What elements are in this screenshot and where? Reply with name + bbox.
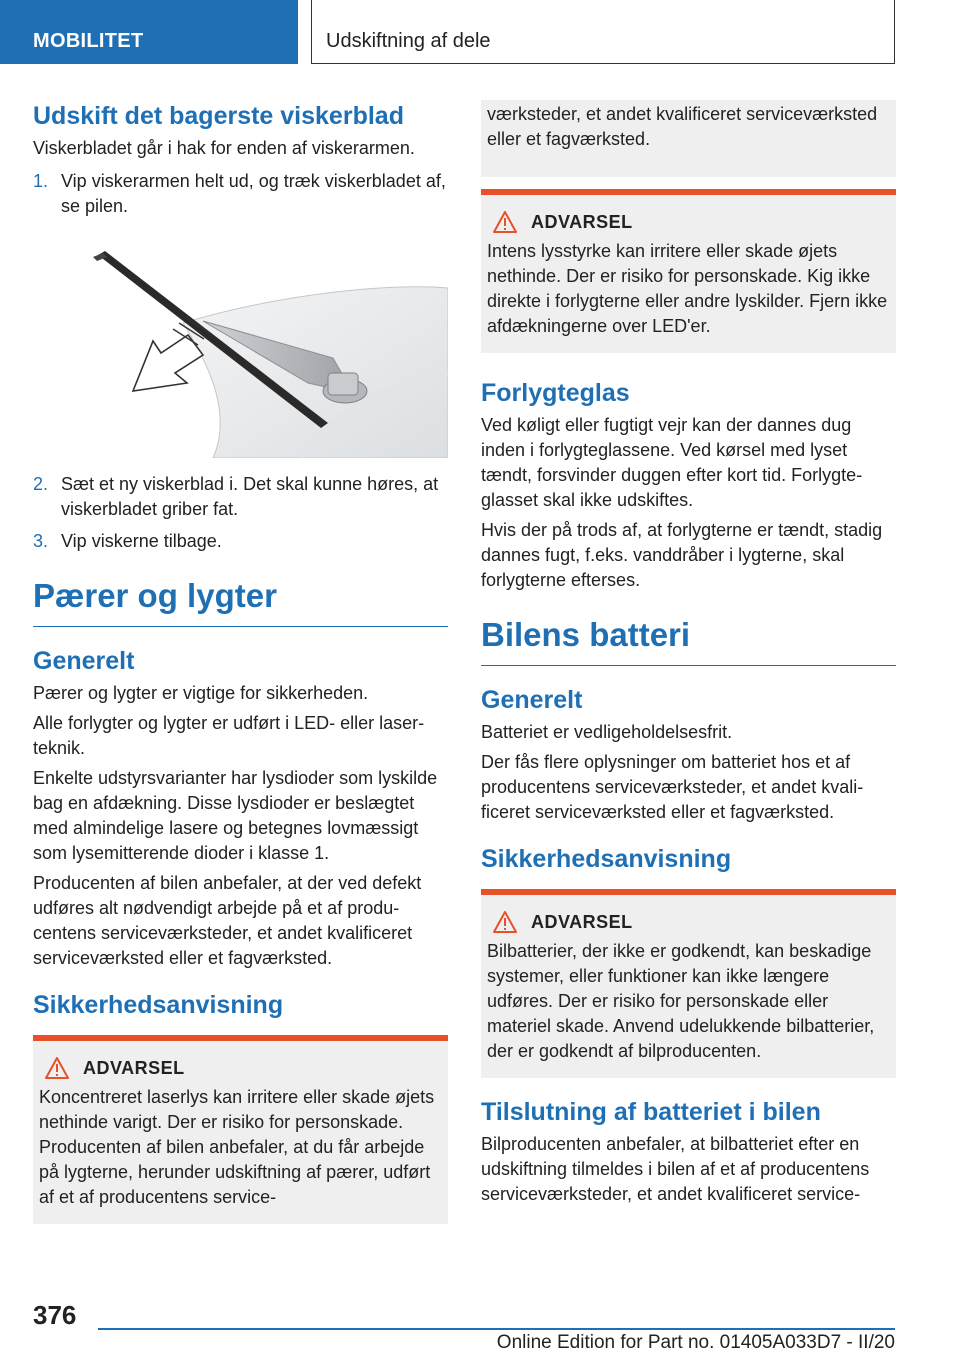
warning-text: Intens lysstyrke kan irritere eller skade øjets nethinde. Der er risiko for personskade. Kig ikke direkte i forlygterne eller andre lyskilder. Fjern ikke afdækningerne over LED'er.	[487, 241, 888, 336]
continued-box	[481, 100, 896, 177]
list-item	[33, 169, 448, 219]
wiper-illustration-svg	[33, 233, 448, 458]
warning-text: Bilbatterier, der ikke er godkendt, kan beskadige systemer, eller funktioner kan ikke længere udføres. Der er risiko for personskade eller materiel skade. Anvend udelukkende bilbatterier, der er godkendt af bilproducenten.	[487, 941, 875, 1061]
footer-rule	[98, 1328, 895, 1330]
paragraph: Der fås flere oplysninger om batteriet hos et af producentens serviceværksteder, et andet kvalificeret serviceværksted eller et fagværksted.	[481, 752, 864, 822]
heading-car-battery: Bilens batteri	[481, 615, 896, 666]
paragraph-wiper-intro: Viskerbladet går i hak for enden af viskerarmen.	[33, 138, 415, 158]
warning-text: Koncentreret laserlys kan irritere eller skade øjets nethinde varigt. Der er risiko for personskade. Producenten af bilen anbefaler, at du får arbejde på lygterne, herunder udskiftning af pærer, udført af et af producentens service-	[39, 1087, 435, 1207]
warning-box	[481, 189, 896, 353]
warning-label: ADVARSEL	[531, 211, 633, 232]
header-chapter-label: Udskiftning af dele	[326, 30, 491, 52]
heading-rear-wiper: Udskift det bagerste viskerblad	[33, 102, 404, 130]
heading-safety: Sikkerhedsanvisning	[33, 991, 284, 1019]
list-item	[33, 472, 448, 522]
page-number: 376	[33, 1300, 77, 1330]
heading-general: Generelt	[481, 686, 583, 714]
paragraph: Enkelte udstyrsvarianter har lysdioder som lyskilde bag en afdækning. Disse lysdioder er beslægtet med almindelige lasere og betegnes lovmæssigt som lysemitterende dioder i klasse 1.	[33, 768, 438, 863]
header-section-tab	[0, 0, 298, 64]
paragraph: Pærer og lygter er vigtige for sikkerheden.	[33, 683, 369, 703]
paragraph: Ved køligt eller fugtigt vejr kan der dannes dug inden i forlygteglassene. Ved kørsel med lyset tændt, forsvinder duggen efter kort tid. Forlygteglasset skal ikke udskiftes.	[481, 415, 863, 510]
warning-box	[481, 889, 896, 1078]
heading-general: Generelt	[33, 647, 135, 675]
step-text: Sæt et ny viskerblad i. Det skal kunne høres, at viskerbladet griber fat.	[61, 474, 439, 519]
header-section-label: MOBILITET	[33, 30, 144, 52]
step-text: Vip viskerarmen helt ud, og træk viskerbladet af, se pilen.	[61, 171, 446, 216]
list-item	[33, 529, 448, 554]
header-chapter-box	[311, 0, 895, 64]
wiper-illustration	[33, 233, 448, 458]
paragraph: Batteriet er vedligeholdelsesfrit.	[481, 722, 733, 742]
heading-headlight-glass: Forlygteglas	[481, 379, 630, 407]
left-column	[33, 100, 448, 1242]
step-number: 1.	[33, 171, 49, 191]
heading-bulbs-and-lights: Pærer og lygter	[33, 576, 448, 627]
step-number: 3.	[33, 531, 49, 551]
paragraph: Hvis der på trods af, at forlygterne er tændt, stadig dannes fugt, f.eks. vanddråber i lygterne, skal forlygterne efterses.	[481, 520, 883, 590]
paragraph: Producenten af bilen anbefaler, at der ved defekt udføres alt nødvendigt arbejde på et af producentens serviceværksteder, et andet kvalificeret serviceværksted eller et fagværksted.	[33, 873, 422, 968]
paragraph: Alle forlygter og lygter er udført i LED- eller laserteknik.	[33, 713, 425, 758]
warning-triangle-icon	[493, 211, 517, 233]
heading-battery-connection: Tilslutning af batteriet i bilen	[481, 1098, 821, 1126]
warning-box	[33, 1035, 448, 1224]
warning-triangle-icon	[45, 1057, 69, 1079]
warning-triangle-icon	[493, 911, 517, 933]
step-number: 2.	[33, 474, 49, 494]
footer-edition: Online Edition for Part no. 01405A033D7 - II/20	[496, 1332, 895, 1353]
paragraph: Bilproducenten anbefaler, at bilbatteriet efter en udskiftning tilmeldes i bilen af et af producentens serviceværksteder, et andet kvalificeret service-	[481, 1134, 870, 1204]
right-column	[481, 100, 896, 1212]
warning-label: ADVARSEL	[83, 1057, 185, 1078]
step-text: Vip viskerne tilbage.	[61, 531, 222, 551]
warning-header	[487, 911, 890, 933]
warning-header	[39, 1057, 442, 1079]
heading-safety: Sikkerhedsanvisning	[481, 845, 732, 873]
continued-text: værksteder, et andet kvalificeret serviceværksted eller et fagværksted.	[487, 104, 878, 149]
warning-header	[487, 211, 890, 233]
warning-label: ADVARSEL	[531, 911, 633, 932]
